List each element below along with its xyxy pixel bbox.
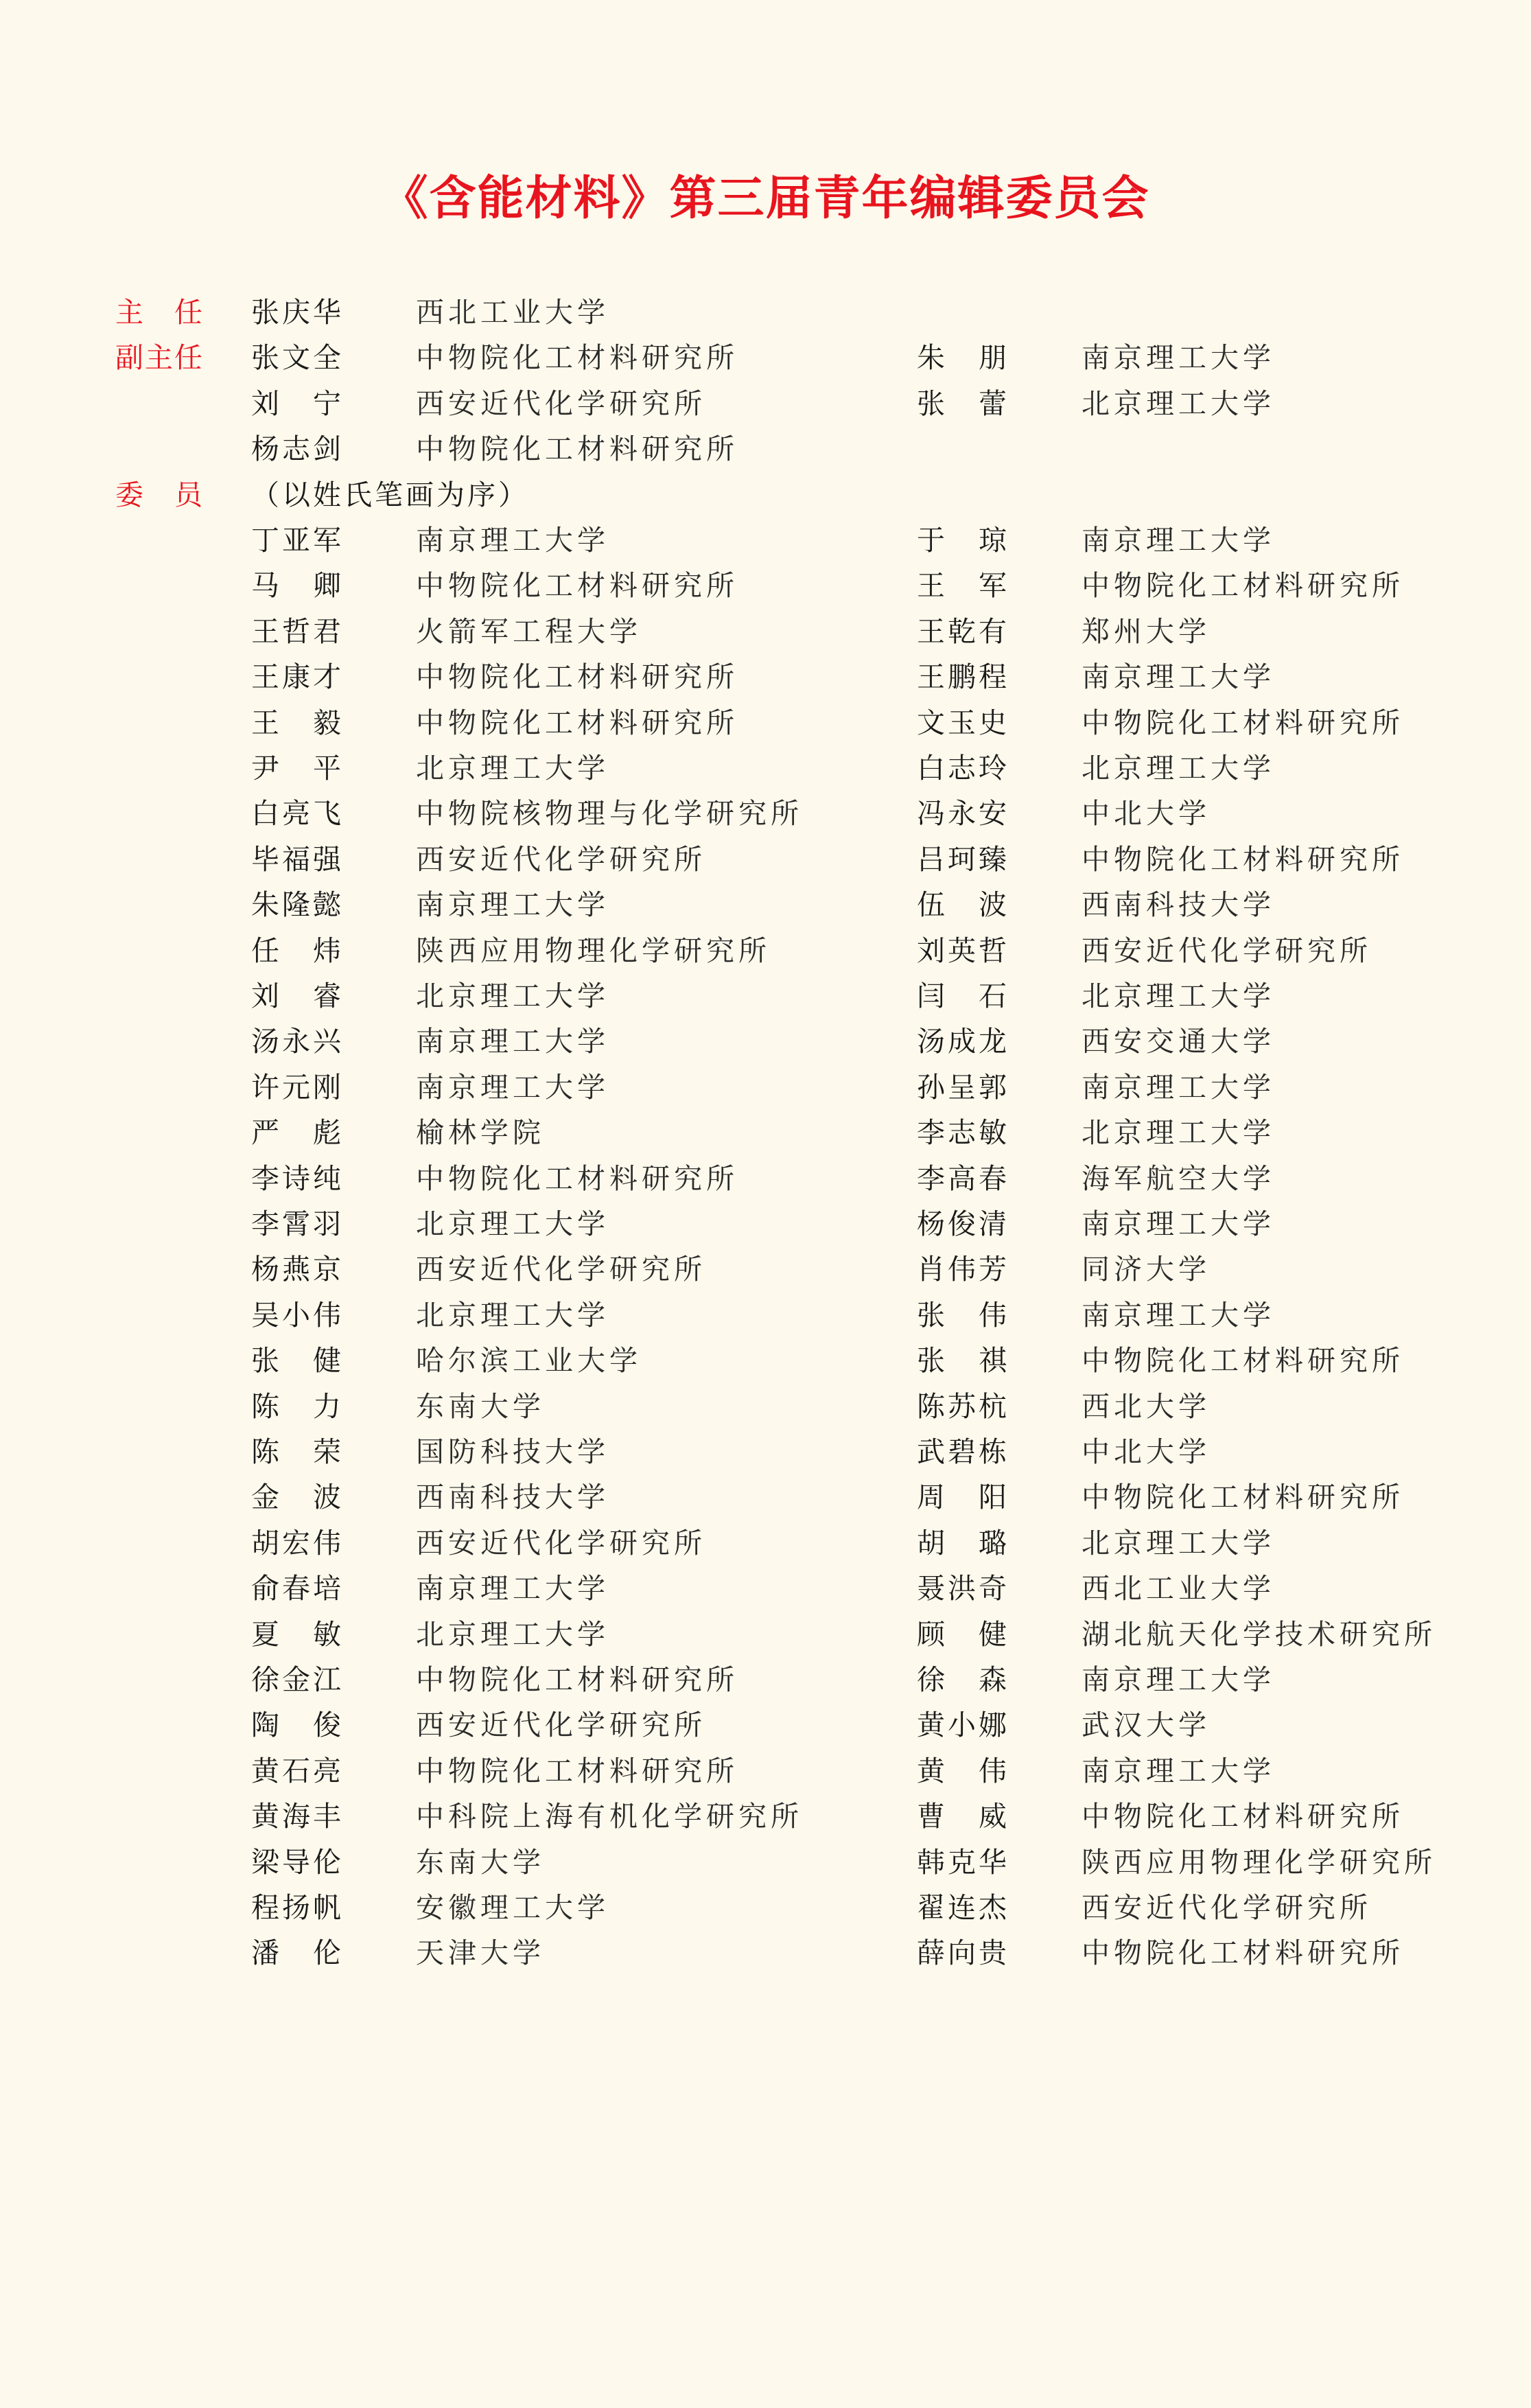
ordering-note: （以姓氏笔画为序） (251, 478, 529, 511)
member-name: 白志玲 (917, 752, 1009, 785)
member-name: 黄海丰 (251, 1800, 344, 1833)
member-affiliation: 中物院化工材料研究所 (1082, 706, 1404, 739)
member-name: 汤成龙 (917, 1025, 1009, 1058)
member-affiliation: 哈尔滨工业大学 (416, 1344, 642, 1378)
member-name: 武碧栋 (917, 1435, 1009, 1468)
member-affiliation: 中北大学 (1082, 797, 1211, 831)
member-row (0, 1612, 1531, 1657)
member-affiliation: 西南科技大学 (1082, 888, 1275, 922)
member-name: 王康才 (251, 660, 344, 694)
member-affiliation: 国防科技大学 (416, 1435, 609, 1468)
member-affiliation: 西安近代化学研究所 (1082, 934, 1372, 967)
member-affiliation: 南京理工大学 (1082, 1070, 1275, 1104)
member-affiliation: 中物院核物理与化学研究所 (416, 797, 803, 831)
member-affiliation: 同济大学 (1082, 1253, 1211, 1286)
member-affiliation: 中北大学 (1082, 1435, 1211, 1468)
member-row (0, 1657, 1531, 1702)
member-row (0, 1566, 1531, 1611)
member-row (0, 1520, 1531, 1566)
member-affiliation: 西安近代化学研究所 (416, 1709, 706, 1742)
member-name: 胡宏伟 (251, 1526, 344, 1560)
member-name: 周 阳 (917, 1481, 1009, 1514)
role-label-director: 主 任 (115, 296, 204, 329)
member-name: 刘 宁 (251, 386, 344, 420)
member-affiliation: 西安近代化学研究所 (1082, 1891, 1372, 1924)
member-affiliation: 南京理工大学 (416, 888, 609, 922)
member-affiliation: 北京理工大学 (416, 1617, 609, 1651)
member-affiliation: 北京理工大学 (1082, 1116, 1275, 1150)
member-row (0, 1065, 1531, 1110)
member-affiliation: 北京理工大学 (1082, 386, 1275, 420)
member-affiliation: 南京理工大学 (416, 524, 609, 557)
member-affiliation: 中物院化工材料研究所 (416, 706, 738, 739)
member-affiliation: 榆林学院 (416, 1116, 545, 1150)
member-name: 朱 朋 (917, 341, 1009, 375)
member-name: 曹 威 (917, 1800, 1009, 1833)
member-row (0, 837, 1531, 882)
member-name: 俞春培 (251, 1572, 344, 1606)
member-affiliation: 南京理工大学 (416, 1025, 609, 1058)
member-name: 孙呈郭 (917, 1070, 1009, 1104)
member-affiliation: 中物院化工材料研究所 (1082, 569, 1404, 603)
member-name: 胡 璐 (917, 1526, 1009, 1560)
member-affiliation: 南京理工大学 (1082, 1207, 1275, 1240)
member-name: 夏 敏 (251, 1617, 344, 1651)
member-name: 徐 森 (917, 1663, 1009, 1696)
member-name: 杨俊清 (917, 1207, 1009, 1240)
member-affiliation: 东南大学 (416, 1389, 545, 1423)
member-affiliation: 中物院化工材料研究所 (416, 1663, 738, 1696)
member-affiliation: 天津大学 (416, 1936, 545, 1970)
member-name: 张 伟 (917, 1298, 1009, 1332)
member-name: 程扬帆 (251, 1891, 344, 1924)
member-row (0, 1930, 1531, 1976)
member-row (0, 609, 1531, 654)
member-affiliation: 西北工业大学 (1082, 1572, 1275, 1606)
member-affiliation: 北京理工大学 (416, 1207, 609, 1240)
member-name: 王 毅 (251, 706, 344, 739)
member-affiliation: 北京理工大学 (1082, 1526, 1275, 1560)
member-name: 尹 平 (251, 752, 344, 785)
member-name: 王鹏程 (917, 660, 1009, 694)
member-affiliation: 中物院化工材料研究所 (416, 1754, 738, 1787)
member-affiliation: 陕西应用物理化学研究所 (1082, 1845, 1436, 1879)
member-affiliation: 北京理工大学 (416, 980, 609, 1012)
member-affiliation: 北京理工大学 (1082, 980, 1275, 1012)
deputy-row (0, 426, 1531, 472)
member-affiliation: 南京理工大学 (1082, 1298, 1275, 1332)
member-name: 任 炜 (251, 934, 344, 967)
member-name: 徐金江 (251, 1663, 344, 1696)
member-affiliation: 西北工业大学 (416, 296, 609, 329)
member-row (0, 700, 1531, 745)
member-affiliation: 东南大学 (416, 1845, 545, 1879)
member-row (0, 1110, 1531, 1155)
member-name: 顾 健 (917, 1617, 1009, 1651)
member-affiliation: 海军航空大学 (1082, 1161, 1275, 1195)
member-affiliation: 西北大学 (1082, 1389, 1211, 1423)
member-row (0, 1702, 1531, 1748)
member-affiliation: 中物院化工材料研究所 (416, 1161, 738, 1195)
member-name: 严 彪 (251, 1116, 344, 1150)
member-name: 丁亚军 (251, 524, 344, 557)
role-label-deputy: 副主任 (115, 341, 204, 375)
member-name: 李高春 (917, 1161, 1009, 1195)
member-row (0, 1748, 1531, 1794)
member-name: 汤永兴 (251, 1025, 344, 1058)
member-row (0, 1338, 1531, 1383)
member-affiliation: 郑州大学 (1082, 614, 1211, 648)
member-name: 李霄羽 (251, 1207, 344, 1240)
member-name: 王乾有 (917, 614, 1009, 648)
member-affiliation: 湖北航天化学技术研究所 (1082, 1617, 1436, 1651)
member-name: 毕福强 (251, 842, 344, 876)
member-name: 潘 伦 (251, 1936, 344, 1970)
member-row (0, 1156, 1531, 1201)
member-row (0, 928, 1531, 973)
deputy-row (0, 335, 1531, 380)
member-name: 杨志剑 (251, 432, 344, 466)
member-name: 黄小娜 (917, 1709, 1009, 1742)
member-row (0, 1794, 1531, 1839)
member-row (0, 791, 1531, 836)
member-name: 梁导伦 (251, 1845, 344, 1879)
member-affiliation: 安徽理工大学 (416, 1891, 609, 1924)
member-name: 陈 荣 (251, 1435, 344, 1468)
member-name: 韩克华 (917, 1845, 1009, 1879)
member-row (0, 1840, 1531, 1885)
member-row (0, 1474, 1531, 1520)
member-name: 翟连杰 (917, 1891, 1009, 1924)
member-row (0, 1885, 1531, 1930)
member-row (0, 1293, 1531, 1338)
member-name: 张文全 (251, 341, 344, 375)
member-affiliation: 南京理工大学 (1082, 341, 1275, 375)
member-name: 闫 石 (917, 980, 1009, 1012)
member-name: 吕珂臻 (917, 842, 1009, 876)
member-name: 于 琼 (917, 524, 1009, 557)
member-name: 张 祺 (917, 1344, 1009, 1378)
member-name: 张 健 (251, 1344, 344, 1378)
member-affiliation: 北京理工大学 (416, 1298, 609, 1332)
member-name: 聂洪奇 (917, 1572, 1009, 1606)
member-affiliation: 南京理工大学 (416, 1572, 609, 1606)
member-name: 肖伟芳 (917, 1253, 1009, 1286)
member-affiliation: 西安近代化学研究所 (416, 842, 706, 876)
member-affiliation: 南京理工大学 (416, 1070, 609, 1104)
member-affiliation: 南京理工大学 (1082, 1754, 1275, 1787)
member-affiliation: 中物院化工材料研究所 (1082, 1344, 1404, 1378)
member-name: 张庆华 (251, 296, 344, 329)
member-name: 伍 波 (917, 888, 1009, 922)
member-row (0, 654, 1531, 699)
member-affiliation: 中物院化工材料研究所 (1082, 1936, 1404, 1970)
member-affiliation: 西安近代化学研究所 (416, 386, 706, 420)
member-row (0, 518, 1531, 563)
member-affiliation: 北京理工大学 (416, 752, 609, 785)
member-name: 李志敏 (917, 1116, 1009, 1150)
member-name: 文玉史 (917, 706, 1009, 739)
member-row (0, 882, 1531, 927)
page-title: 《含能材料》第三届青年编辑委员会 (381, 171, 1150, 226)
member-affiliation: 火箭军工程大学 (416, 614, 642, 648)
member-name: 金 波 (251, 1481, 344, 1514)
member-name: 王 军 (917, 569, 1009, 603)
member-affiliation: 中物院化工材料研究所 (416, 569, 738, 603)
member-name: 朱隆懿 (251, 888, 344, 922)
director-row (0, 290, 1531, 335)
member-affiliation: 西安近代化学研究所 (416, 1253, 706, 1286)
member-affiliation: 中物院化工材料研究所 (1082, 1800, 1404, 1833)
member-name: 吴小伟 (251, 1298, 344, 1332)
member-name: 马 卿 (251, 569, 344, 603)
member-affiliation: 西南科技大学 (416, 1481, 609, 1514)
member-name: 陶 俊 (251, 1709, 344, 1742)
members-label-row (0, 472, 1531, 518)
member-affiliation: 中科院上海有机化学研究所 (416, 1800, 803, 1833)
member-row (0, 563, 1531, 608)
member-name: 许元刚 (251, 1070, 344, 1104)
member-name: 陈苏杭 (917, 1389, 1009, 1423)
member-affiliation: 南京理工大学 (1082, 660, 1275, 694)
member-name: 李诗纯 (251, 1161, 344, 1195)
member-name: 王哲君 (251, 614, 344, 648)
member-affiliation: 中物院化工材料研究所 (416, 660, 738, 694)
member-name: 陈 力 (251, 1389, 344, 1423)
member-name: 黄 伟 (917, 1754, 1009, 1787)
member-name: 刘英哲 (917, 934, 1009, 967)
member-name: 冯永安 (917, 797, 1009, 831)
member-affiliation: 南京理工大学 (1082, 1663, 1275, 1696)
member-name: 黄石亮 (251, 1754, 344, 1787)
member-row (0, 1019, 1531, 1064)
member-row (0, 973, 1531, 1019)
role-label-members: 委 员 (115, 478, 204, 511)
member-affiliation: 北京理工大学 (1082, 752, 1275, 785)
member-row (0, 745, 1531, 791)
member-affiliation: 陕西应用物理化学研究所 (416, 934, 771, 967)
member-affiliation: 西安交通大学 (1082, 1025, 1275, 1058)
member-row (0, 1384, 1531, 1429)
member-affiliation: 中物院化工材料研究所 (416, 341, 738, 375)
member-affiliation: 中物院化工材料研究所 (416, 432, 738, 466)
member-row (0, 1201, 1531, 1247)
member-name: 刘 睿 (251, 980, 344, 1012)
member-name: 白亮飞 (251, 797, 344, 831)
member-row (0, 1429, 1531, 1474)
member-row (0, 1247, 1531, 1292)
member-affiliation: 南京理工大学 (1082, 524, 1275, 557)
member-name: 杨燕京 (251, 1253, 344, 1286)
member-affiliation: 中物院化工材料研究所 (1082, 842, 1404, 876)
member-affiliation: 西安近代化学研究所 (416, 1526, 706, 1560)
member-name: 薛向贵 (917, 1936, 1009, 1970)
member-name: 张 蕾 (917, 386, 1009, 420)
deputy-row (0, 381, 1531, 426)
member-affiliation: 武汉大学 (1082, 1709, 1211, 1742)
member-affiliation: 中物院化工材料研究所 (1082, 1481, 1404, 1514)
